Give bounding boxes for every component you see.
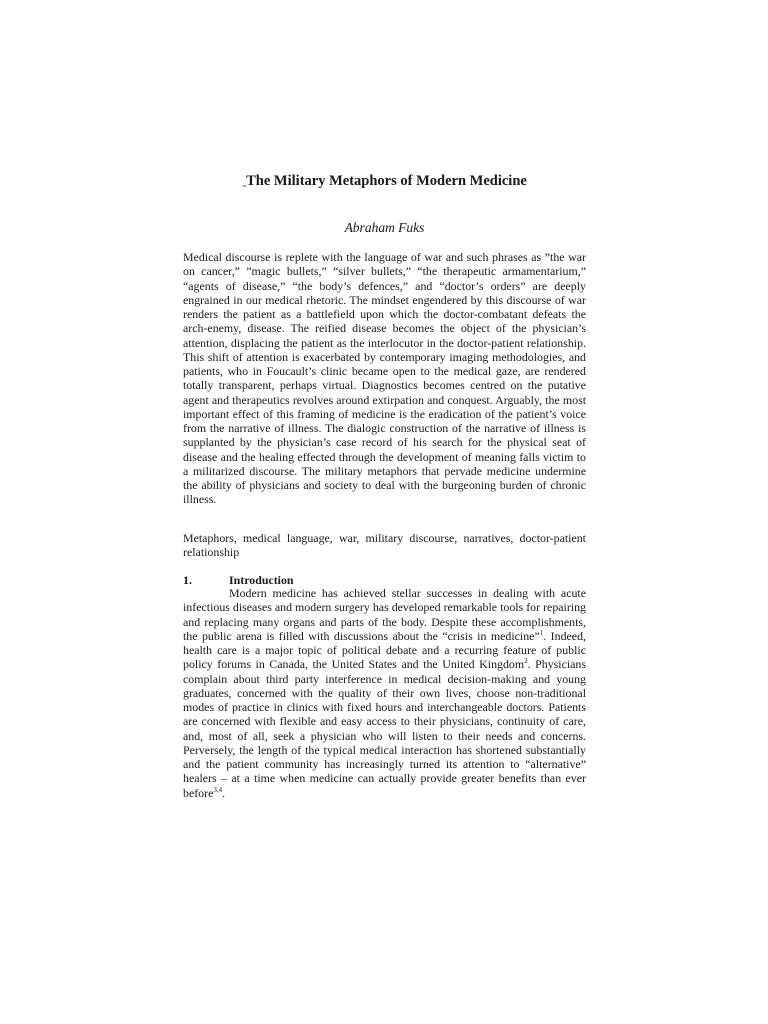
author-name: Abraham Fuks bbox=[344, 220, 425, 235]
section-number: 1. bbox=[183, 573, 192, 587]
keywords-paragraph: Metaphors, medical language, war, military discourse, narratives, doctor-patient relationship bbox=[183, 531, 586, 560]
intro-text-part-3: . Physicians complain about third party interference in medical decision-making and young graduates, concerned with the quality of their own lives, choose non-traditional modes of practice in clinics with fixed hours and interchangeable doctors. Patients are concerned with flexible and easy access to their physicians, continuity of care, and, most of all, seek a physician who will listen to their needs and concerns. Perversely, the length of the typical medical interaction has shortened substantially and the patient community has increasingly turned its attention to “alternative” healers – at a time when medicine can actually provide greater benefits than ever before bbox=[183, 657, 587, 800]
title-footnote-marker: ▫▫ bbox=[242, 182, 246, 190]
section-title: Introduction bbox=[229, 573, 294, 587]
intro-text-part-4: . bbox=[222, 785, 226, 800]
footnote-ref-3-4[interactable]: 3,4 bbox=[213, 785, 223, 794]
paper-title bbox=[183, 172, 586, 195]
intro-text-part-1: Modern medicine has achieved stellar successes in dealing with acute infectious diseases and modern surgery has developed remarkable tools for repairing and replacing many organs and parts of the body. Despite these accomplishments, the public arena is filled with discussions about the “crisis in medicine” bbox=[183, 586, 586, 643]
footnote-ref-1[interactable]: 1 bbox=[539, 628, 544, 637]
intro-text-part-2: . Indeed, health care is a major topic of political debate and a recurring feature of public policy forums in Canada, the United States and the United Kingdom bbox=[183, 628, 586, 672]
footnote-ref-2[interactable]: 2 bbox=[524, 657, 528, 666]
title-text: The Military Metaphors of Modern Medicine bbox=[246, 173, 527, 189]
abstract-paragraph: Medical discourse is replete with the language of war and such phrases as ”the war on cancer,” ”magic bullets,” “silver bullets,” “the therapeutic armamentarium,” “agents of disease,” “the body’s defences,” and “doctor’s orders” are deeply engrained in our medical rhetoric. The mindset engendered by this discourse of war renders the patient as a battlefield upon which the doctor-combatant defeats the arch-enemy, disease. The reified disease becomes the object of the physician’s attention, displacing the patient as the interlocutor in the doctor-patient relationship. This shift of attention is exacerbated by contemporary imaging methodologies, and patients, who in Foucault’s clinic became open to the medical gaze, are rendered totally transparent, perhaps virtual. Diagnostics becomes centred on the putative agent and therapeutics revolves around extirpation and conquest. Arguably, the most important effect of this framing of medicine is the eradication of the patient’s voice from the narrative of illness. The dialogic construction of the narrative of illness is supplanted by the physician’s case record of his search for the physical seat of disease and the healing effected through the development of meaning falls victim to a militarized discourse. The military metaphors that pervade medicine undermine the ability of physicians and society to deal with the burgeoning burden of chronic illness. bbox=[183, 250, 586, 507]
introduction-paragraph bbox=[183, 586, 586, 800]
